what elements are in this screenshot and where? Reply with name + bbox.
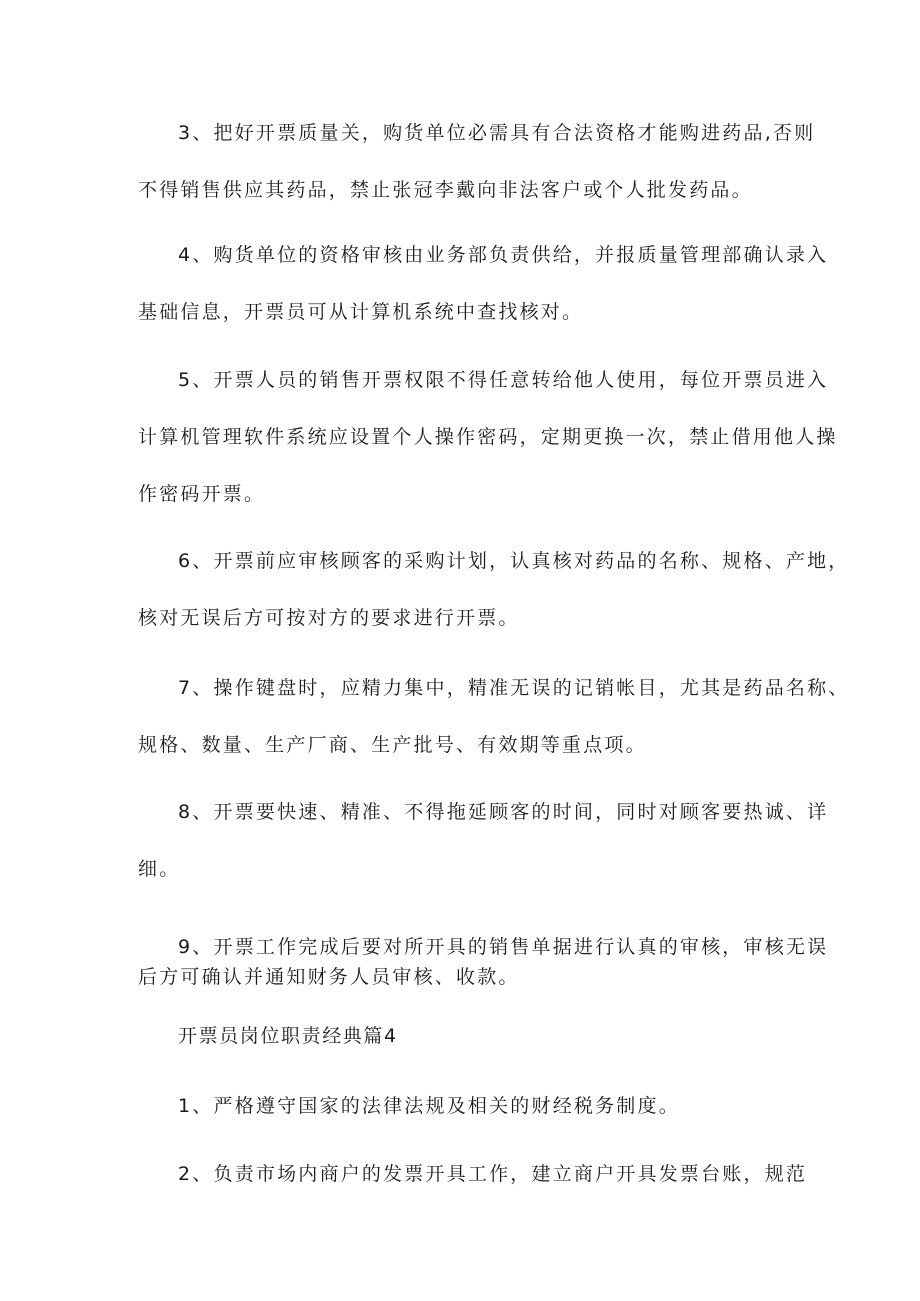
paragraph-line: 2、负责市场内商户的发票开具工作，建立商户开具发票台账，规范 bbox=[178, 1163, 808, 1185]
paragraph-line: 基础信息，开票员可从计算机系统中查找核对。 bbox=[138, 301, 584, 323]
paragraph-line: 4、购货单位的资格审核由业务部负责供给，并报质量管理部确认录入 bbox=[178, 244, 829, 266]
paragraph-line: 核对无误后方可按对方的要求进行开票。 bbox=[138, 607, 520, 629]
paragraph-line: 不得销售供应其药品，禁止张冠李戴向非法客户或个人批发药品。 bbox=[138, 179, 753, 201]
section-heading: 开票员岗位职责经典篇4 bbox=[178, 1025, 398, 1047]
paragraph-line: 7、操作键盘时，应精力集中，精准无误的记销帐目，尤其是药品名称、 bbox=[178, 677, 850, 699]
paragraph-line: 作密码开票。 bbox=[138, 483, 266, 505]
paragraph-line: 9、开票工作完成后要对所开具的销售单据进行认真的审核，审核无误 bbox=[178, 936, 829, 958]
paragraph-line: 规格、数量、生产厂商、生产批号、有效期等重点项。 bbox=[138, 734, 647, 756]
paragraph-line: 5、开票人员的销售开票权限不得任意转给他人使用，每位开票员进入 bbox=[178, 369, 829, 391]
paragraph-line: 3、把好开票质量关，购货单位必需具有合法资格才能购进药品,否则 bbox=[178, 122, 816, 144]
paragraph-line: 后方可确认并通知财务人员审核、收款。 bbox=[138, 966, 520, 988]
paragraph-line: 1、严格遵守国家的法律法规及相关的财经税务制度。 bbox=[178, 1095, 680, 1117]
paragraph-line: 6、开票前应审核顾客的采购计划，认真核对药品的名称、规格、产地， bbox=[178, 550, 850, 572]
paragraph-line: 8、开票要快速、精准、不得拖延顾客的时间，同时对顾客要热诚、详 bbox=[178, 801, 829, 823]
paragraph-line: 细。 bbox=[138, 858, 181, 880]
paragraph-line: 计算机管理软件系统应设置个人操作密码，定期更换一次，禁止借用他人操 bbox=[138, 426, 838, 448]
